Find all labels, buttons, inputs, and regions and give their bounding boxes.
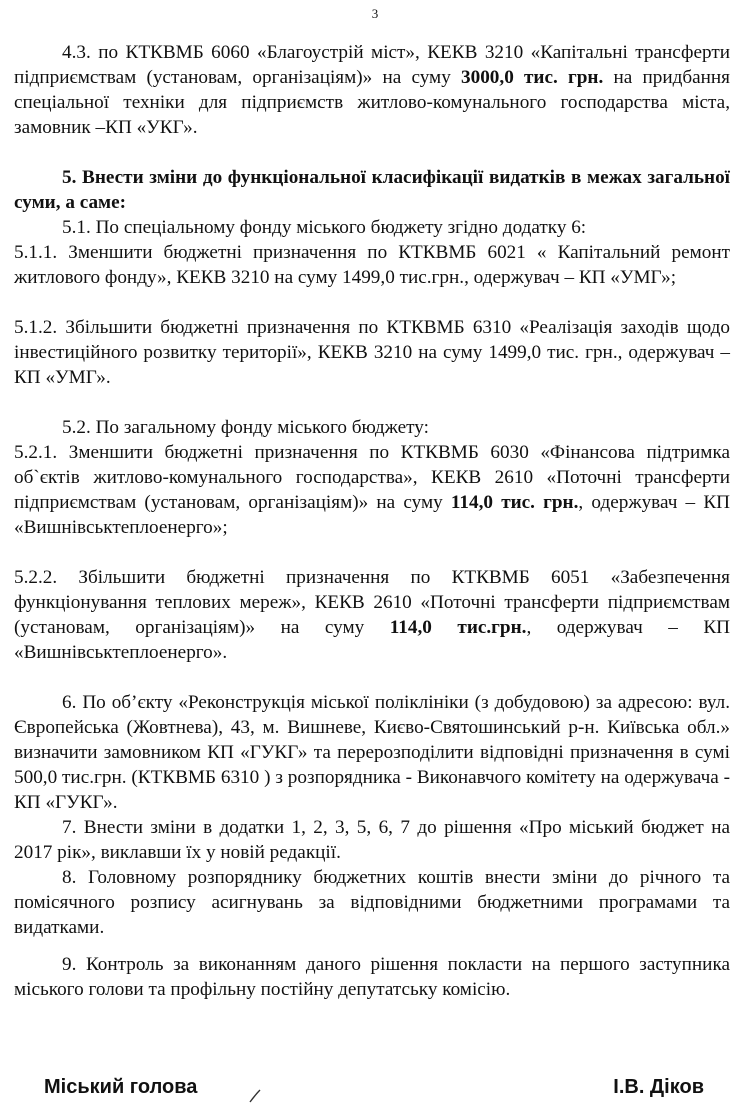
paragraph-5-1-1: 5.1.1. Зменшити бюджетні призначення по КТКВМБ 6021 « Капітальний ремонт житлового фонду», КЕКВ 3210 на суму 1499,0 тис.грн., одержувач – КП «УМГ»; — [14, 242, 730, 288]
page-number: 3 — [371, 6, 379, 21]
paragraph-8: 8. Головному розпоряднику бюджетних коштів внести зміни до річного та помісячного розпису асигнувань за відповідними бюджетними програмами та видатками. — [14, 867, 730, 938]
paragraph-5-2-2-amount: 114,0 тис.грн. — [389, 617, 527, 638]
paragraph-7: 7. Внести зміни в додатки 1, 2, 3, 5, 6, 7 до рішення «Про міський бюджет на 2017 рік», виклавши їх у новій редакції. — [14, 817, 730, 863]
paragraph-4-3-amount: 3000,0 тис. грн. — [461, 67, 604, 88]
paragraph-4-3 — [14, 40, 730, 140]
document-body — [14, 40, 730, 1002]
signature-title: Міський голова — [44, 1076, 198, 1098]
paragraph-4-3-text: 4.3. по КТКВМБ 6060 «Благоустрій міст», КЕКВ 3210 «Капітальні трансферти підприємствам (установам, організаціям)» на суму — [14, 42, 730, 88]
paragraph-5-2-1-text: 5.2.1. Зменшити бюджетні призначення по КТКВМБ 6030 «Фінансова підтримка об`єктів житлово-комунального господарства», КЕКВ 2610 «Поточні трансферти підприємствам (установам, організаціям)» на суму — [14, 442, 730, 513]
paragraph-4-3-text-end: на придбання спеціальної техніки для підприємств житлово-комунального господарства міста, замовник –КП «УКГ». — [14, 67, 730, 138]
section-5-heading-text: 5. Внести зміни до функціональної класифікації видатків в межах загальної суми, а саме: — [14, 167, 730, 213]
signature-block — [44, 1076, 704, 1099]
paragraph-5-2-1-amount: 114,0 тис. грн. — [450, 492, 579, 513]
paragraph-5-2-2-text: 5.2.2. Збільшити бюджетні призначення по КТКВМБ 6051 «Забезпечення функціонування теплових мереж», КЕКВ 2610 «Поточні трансферти підприємствам (установам, організаціям)» на суму — [14, 567, 730, 638]
paragraph-9: 9. Контроль за виконанням даного рішення покласти на першого заступника міського голови та профільну постійну депутатську комісію. — [14, 954, 730, 1000]
paragraph-6: 6. По об’єкту «Реконструкція міської поліклініки (з добудовою) за адресою: вул. Європейська (Жовтнева), 43, м. Вишневе, Києво-Святошинський р-н. Київська обл.» визначити замовником КП «ГУКГ» та перерозподілити відповідні призначення в сумі 500,0 тис.грн. (КТКВМБ 6310 ) з розпорядника - Виконавчого комітету на одержувача - КП «ГУКГ». — [14, 692, 730, 813]
paragraph-5-2: 5.2. По загальному фонду міського бюджету: — [62, 417, 429, 438]
signatory-name: І.В. Діков — [613, 1076, 704, 1098]
handwritten-signature-icon — [248, 1088, 264, 1104]
paragraph-5-2-1-text-end: , одержувач – КП «Вишнівськтеплоенерго»; — [14, 492, 730, 538]
paragraph-5-2-1 — [14, 440, 730, 540]
paragraph-5-1: 5.1. По спеціальному фонду міського бюджету згідно додатку 6: — [62, 217, 587, 238]
paragraph-5-1-2: 5.1.2. Збільшити бюджетні призначення по КТКВМБ 6310 «Реалізація заходів щодо інвестиційного розвитку території», КЕКВ 3210 на суму 1499,0 тис. грн., одержувач – КП «УМГ». — [14, 317, 730, 388]
paragraph-5-2-2-text-end: , одержувач – КП «Вишнівськтеплоенерго». — [14, 617, 730, 663]
section-5-heading — [14, 165, 730, 215]
paragraph-5-2-2 — [14, 565, 730, 665]
